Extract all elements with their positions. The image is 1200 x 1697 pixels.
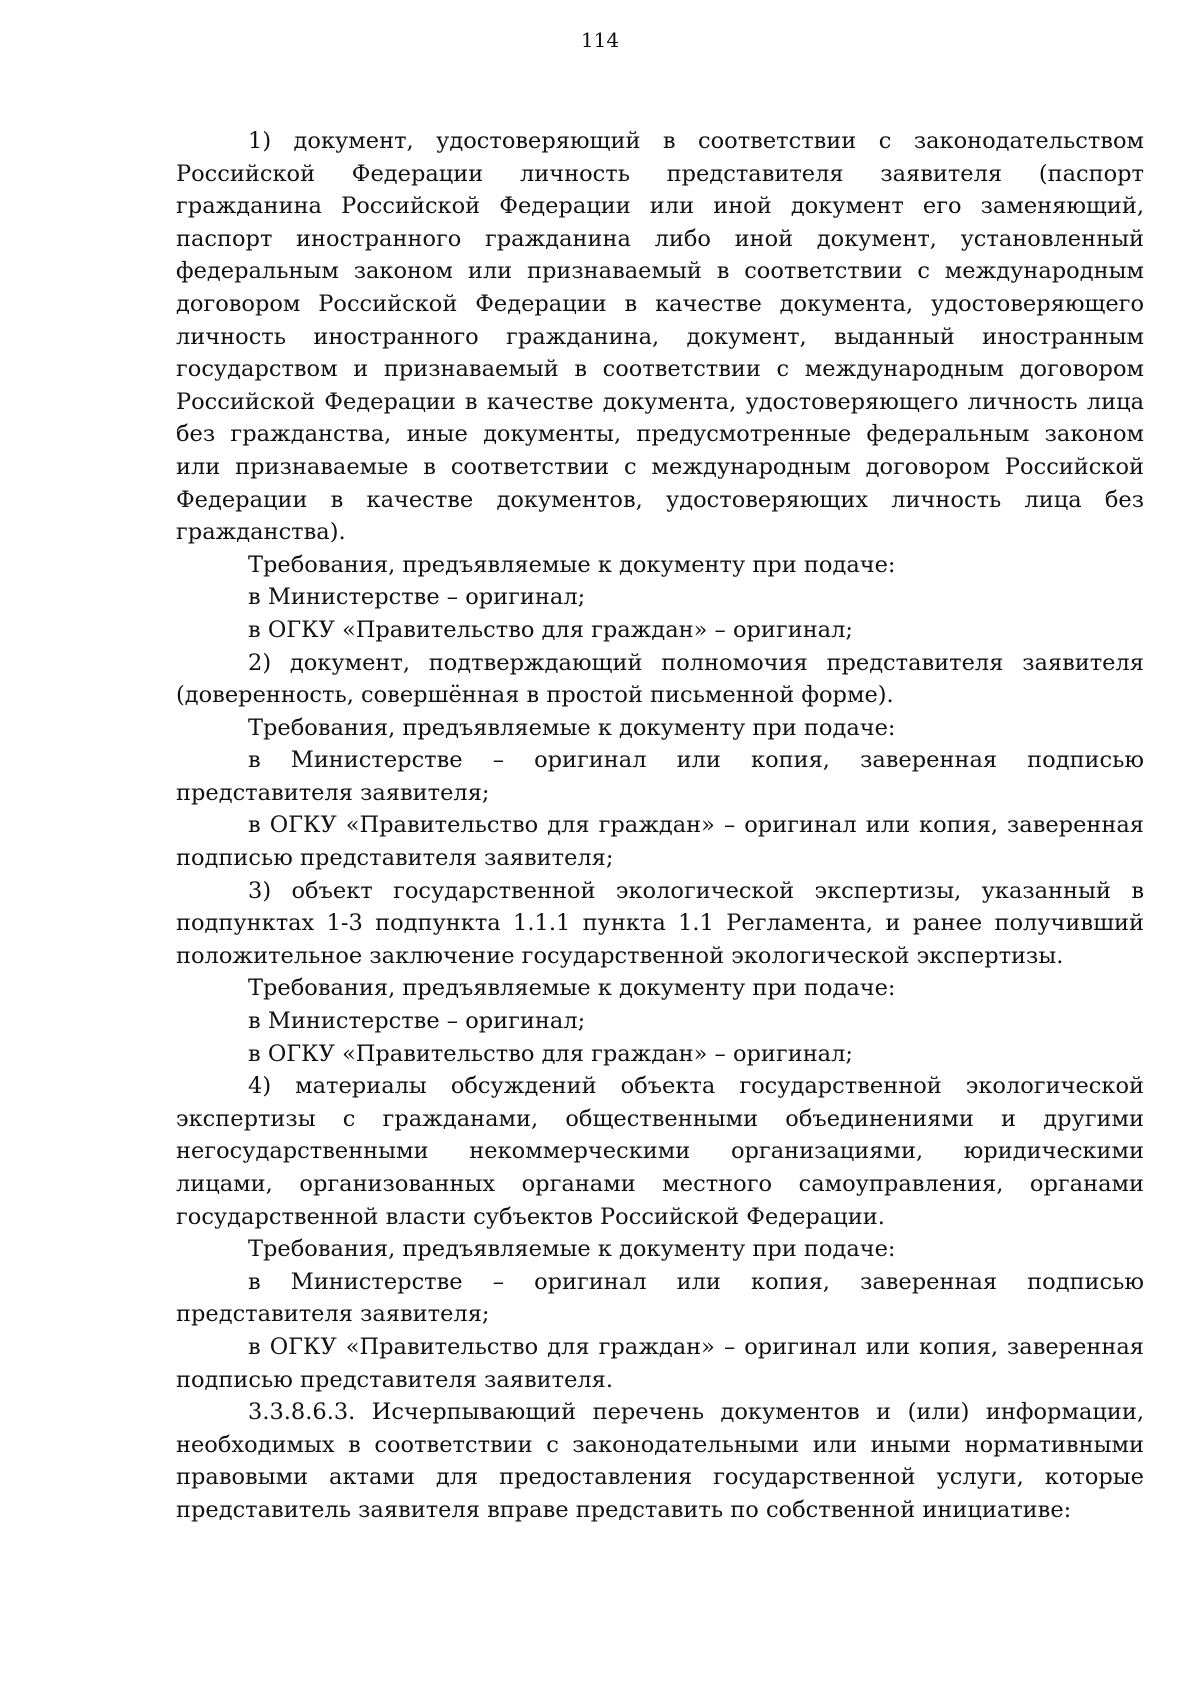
paragraph: Требования, предъявляемые к документу при подаче: bbox=[248, 975, 896, 1002]
paragraph: Требования, предъявляемые к документу при подаче: bbox=[248, 714, 896, 741]
paragraph: в Министерстве – оригинал; bbox=[248, 1008, 586, 1035]
paragraph: 3) объект государственной экологической экспертизы, указанный в подпунктах 1-3 подпункта 1.1.1 пункта 1.1 Регламента, и ранее получивший положительное заключение государственной экологической экспертизы. bbox=[176, 877, 1144, 969]
paragraph: в Министерстве – оригинал или копия, заверенная подписью представителя заявителя; bbox=[176, 1268, 1144, 1328]
paragraph: Требования, предъявляемые к документу при подаче: bbox=[248, 551, 896, 578]
paragraph: в ОГКУ «Правительство для граждан» – оригинал или копия, заверенная подписью представителя заявителя; bbox=[176, 812, 1144, 872]
paragraph: в ОГКУ «Правительство для граждан» – оригинал; bbox=[248, 1040, 853, 1067]
paragraph: 4) материалы обсуждений объекта государственной экологической экспертизы с гражданами, общественными объединениями и другими негосударственными некоммерческими организациями, юридическими лицами, организованных органами местного самоуправления, органами государственной власти субъектов Российской Федерации. bbox=[176, 1073, 1144, 1230]
paragraph: в Министерстве – оригинал; bbox=[248, 584, 586, 611]
paragraph: в ОГКУ «Правительство для граждан» – оригинал; bbox=[248, 616, 853, 643]
paragraph: Требования, предъявляемые к документу при подаче: bbox=[248, 1236, 896, 1263]
document-body bbox=[176, 125, 1144, 1527]
paragraph: 3.3.8.6.3. Исчерпывающий перечень документов и (или) информации, необходимых в соответствии с законодательными или иными нормативными правовыми актами для предоставления государственной услуги, которые представитель заявителя вправе представить по собственной инициативе: bbox=[176, 1399, 1144, 1523]
paragraph: в Министерстве – оригинал или копия, заверенная подписью представителя заявителя; bbox=[176, 747, 1144, 806]
paragraph: 2) документ, подтверждающий полномочия представителя заявителя (доверенность, совершённая в простой письменной форме). bbox=[176, 649, 1144, 709]
page-number: 114 bbox=[580, 28, 620, 52]
paragraph: 1) документ, удостоверяющий в соответствии с законодательством Российской Федерации личность представителя заявителя (паспорт гражданина Российской Федерации или иной документ его заменяющий, паспорт иностранного гражданина либо иной документ, установленный федеральным законом или признаваемый в соответствии с международным договором Российской Федерации в качестве документа, удостоверяющего личность иностранного гражданина, документ, выданный иностранным государством и признаваемый в соответствии с международным договором Российской Федерации в качестве документа, удостоверяющего личность лица без гражданства, иные документы, предусмотренные федеральным законом или признаваемые в соответствии с международным договором Российской Федерации в качестве документов, удостоверяющих личность лица без гражданства). bbox=[176, 128, 1144, 546]
paragraph: в ОГКУ «Правительство для граждан» – оригинал или копия, заверенная подписью представителя заявителя. bbox=[176, 1333, 1144, 1393]
